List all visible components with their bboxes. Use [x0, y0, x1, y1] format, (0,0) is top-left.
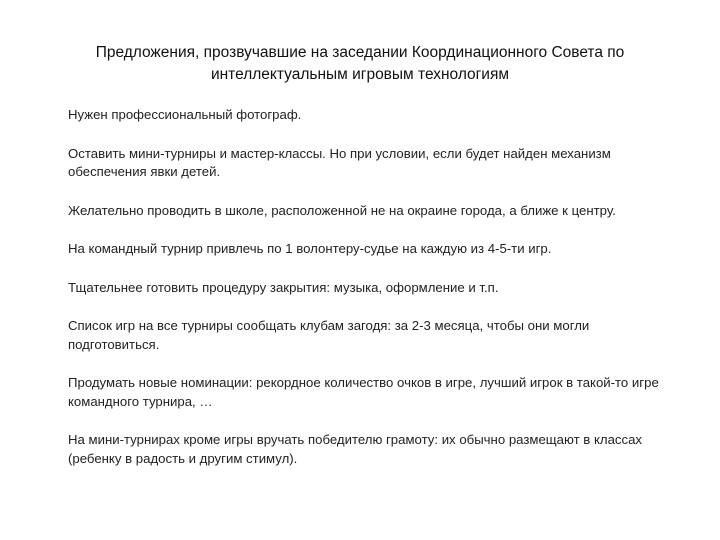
slide-title: Предложения, прозвучавшие на заседании Координационного Совета по интеллектуальным игровым технологиям: [95, 44, 625, 83]
proposal-item: Желательно проводить в школе, расположенной не на окраине города, а ближе к центру.: [68, 202, 616, 218]
proposal-item: Тщательнее готовить процедуру закрытия: музыка, оформление и т.п.: [68, 279, 499, 295]
proposal-list: [68, 106, 668, 488]
proposal-item: Список игр на все турниры сообщать клубам загодя: за 2-3 месяца, чтобы они могли подготовиться.: [68, 318, 590, 352]
proposal-item: На командный турнир привлечь по 1 волонтеру-судье на каждую из 4-5-ти игр.: [68, 241, 552, 256]
proposal-item: На мини-турнирах кроме игры вручать победителю грамоту: их обычно размещают в классах (ребенку в радость и другим стимул).: [68, 432, 643, 466]
proposal-item: Продумать новые номинации: рекордное количество очков в игре, лучший игрок в такой-то игре командного турнира, …: [68, 375, 659, 409]
proposal-item: Нужен профессиональный фотограф.: [68, 107, 302, 122]
proposal-item: Оставить мини-турниры и мастер-классы. Но при условии, если будет найден механизм обеспечения явки детей.: [68, 145, 611, 179]
